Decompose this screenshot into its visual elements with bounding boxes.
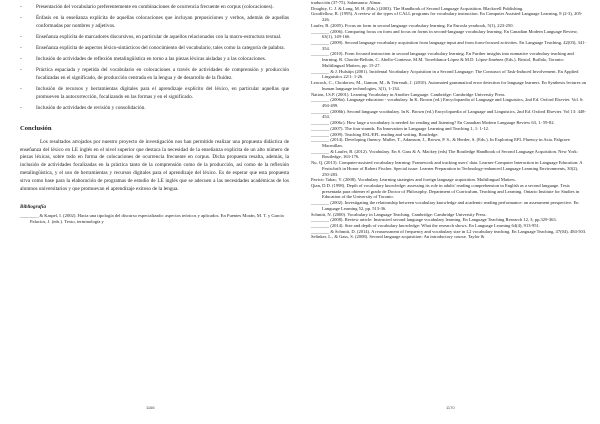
reference-entry: ________ (2006). Comparing focus on form and focus on forms in second-language vocabulary learning. En Canadian Modern Language Review, 63(1), 149-166. <box>311 28 578 40</box>
reference-entry: ________ (2007). The four strands. En Innovation in Language Learning and Teaching 1, 1: 1-12. <box>311 125 490 131</box>
reference-entry: ________ & J. Hulstijn (2001). Incidental Vocabulary Acquisition in a Second Language: The Construct of Task-Induced Involvement. En Applied Linguistics 22/1: 1-26. <box>311 68 579 80</box>
list-item-text: Enseñanza explícita de marcadores discursivos, en particular de aquellos relacionados con la macro-estructura textual. <box>36 33 282 40</box>
recommendation-list <box>20 4 289 113</box>
bibliography-entry: ________ & Kaspel, I. (2002). Hacia una tipología del discurso especializado: aspectos teóricos y aplicados. En Fuentes Morán, M. T. y García Palacios, J. (eds.). Texto, terminología y <box>20 212 284 224</box>
reference-entry: ________ (2008). Review article: Instructed second language vocabulary learning. En Language Teaching Research 12, 3; pp.329-363. <box>311 217 557 223</box>
list-item-text: Énfasis en la enseñanza explícita de aquellas colocaciones que incluyan preposiciones y verbos, además de aquellas conformadas por nombres y adjetivos. <box>36 15 289 29</box>
bullet-dash: - <box>20 55 22 62</box>
bullet-dash: - <box>20 66 22 73</box>
left-column <box>20 4 289 225</box>
reference-entry: Doughty, C. J. & Long, M. H. (Eds.) (2003). The Handbook of Second Language Acquisition. Blackwell Publishing. <box>311 5 524 11</box>
reference-entry: Leacock, C., Chodorow, M., Gamon, M., & Tetreault, J. (2010). Automated grammatical error detection for language learners. En Synthesis lectures on human language technologies, 3(1), 1-134. <box>311 80 587 91</box>
reference-entry: Nation, I.S.P. (2001). Learning Vocabulary in Another Language. Cambridge: Cambridge University Press. <box>311 91 506 97</box>
list-item-text: Práctica espaciada y repetida del vocabulario en colocaciones a través de actividades de comprensión y producción focalizadas en el significado, de producción centrada en la lengua y de desarrollo de la fluidez. <box>36 66 289 81</box>
bullet-dash: - <box>20 104 22 111</box>
reference-entry: Laufer, B. (2005). Focus on form in second language vocabulary learning. En Eurosla yearbook, 5(1), 223-250. <box>311 22 514 28</box>
bullet-dash: - <box>20 15 22 21</box>
bibliography-heading: Bibliografía <box>20 203 46 210</box>
reference-entry: Schmitt, N. (2000). Vocabulary in Language Teaching. Cambridge: Cambridge University Press. <box>311 211 487 217</box>
reference-entry: ________ (2009). Second language vocabulary acquisition from language input and from form-focused activities. En Language Teaching, 42(03), 341-354. <box>311 40 586 51</box>
reference-entry: ________ (2002). Investigating the relationship between vocabulary knowledge and academic reading performance: an assessment perspective. En Language Learning 52, pp. 513-36. <box>311 200 579 211</box>
list-item <box>20 86 289 102</box>
reference-entry: ________ (2006c). How large a vocabulary is needed for reading and listening? En Canadian Modern Language Review 63, 1: 59-82. <box>311 120 555 126</box>
bullet-dash: - <box>20 4 22 10</box>
list-item-text: Inclusión de recursos y herramientas digitales para el aprendizaje explícito del léxico, en particular aquellas que promueven la autocorrección, focalizando en las formas y en el significado. <box>36 85 289 100</box>
list-item-text: Enseñanza explícita de aspectos léxico-sintácticos del conocimiento del vocabulario, tales como la categoría de palabra. <box>36 44 285 51</box>
reference-entry: ________ (2010). Form focused instruction in second language vocabulary learning. En Further insights into nonnative vocabulary teaching and learning. R. Chacón-Beltrán, C. Abello-Contesse, M.M. Torreblanca-López & M.D. López-Jiménez (Eds.). Bristol, Buffalo, Toronto: Multilingual Matters, pp. 15-27. <box>311 51 574 68</box>
reference-entry: Selinker, L., & Gass, S. (2008). Second language acquisition: An introductory course. Taylor & <box>311 234 485 240</box>
bullet-dash: - <box>20 33 22 40</box>
reference-entry: ________ (2014). Developing fluency. Muller, T., Adamson, J., Brown, P. S., & Herder, S. (Eds.). In Exploring EFL Fluency in Asia. Palgrave Macmillan. <box>311 137 570 148</box>
list-item <box>20 45 289 53</box>
list-item-text: Inclusión de actividades de reflexión metalingüística en torno a las piezas léxicas aisladas y a las colocaciones. <box>36 55 267 62</box>
bullet-dash: - <box>20 44 22 51</box>
reference-entry: Qian, D.D. (1998). Depth of vocabulary knowledge: assessing its role in adults' reading comprehension in English as a second language. Tesis presentada para obtener el grado de Doctor of Philosophy, Department of Curriculum, Teaching and Learning. Ontario Institute for Studies in Education of the University of Toronto. <box>311 183 580 200</box>
reference-entry: ________ (2006a). Language education - vocabulary. In K. Brown (ed.) Encyclopaedia of Language and Linguistics, 2nd Ed. Oxford Elsevier. Vol. 6: 494-499. <box>311 97 584 108</box>
page-number-right: 1170 <box>446 405 455 410</box>
reference-entry: ________ (2014). Size and depth of vocabulary knowledge: What the research shows. En Language Learning 64(4), 913-951. <box>311 223 540 229</box>
list-item <box>20 15 289 31</box>
list-item <box>20 4 289 12</box>
reference-entry: ________ & Schmitt, D. (2014). A reassessment of frequency and vocabulary size in L2 vocabulary teaching. En Language Teaching, 47(04), 484-503. <box>311 228 587 234</box>
reference-entry: Goodfellow, R. (1995). A review of the types of CALL programs for vocabulary instruction. En Computer Assisted Language Learning, 8 (2-3), 205-226. <box>311 11 583 23</box>
list-item <box>20 56 289 64</box>
reference-entry: ________ (2009). Teaching ESL/EFL reading and writing. Routledge. <box>311 131 439 137</box>
page-number-left: 1166 <box>146 405 155 410</box>
reference-entry: ________ (2006b). Second language vocabulary. In K. Brown (ed.) Encyclopaedia of Language and Linguistics, 2nd Ed. Oxford Elsevier. Vol 13: 448-454. <box>311 108 586 120</box>
bibliography-list <box>20 213 289 225</box>
reference-entry: Pavicic Takac, V. (2008). Vocabulary Learning strategies and foreign language acquisition. Multilingual Matters. <box>311 177 516 183</box>
conclusion-heading: Conclusión <box>20 125 52 133</box>
reference-entry: Nu, Q. (2013). Computer-assisted vocabulary learning: Framework and tracking users' data. Learner-Computer Interaction in Language Education: A Festschrift in Honor of Robert Fischer. Special issue: Learner Preparation in Technology-enhanced Language Learning Environments, 30(2), 250-283. <box>311 160 583 177</box>
conclusion-paragraph: Los resultados arrojados por nuestro proyecto de investigación nos han permitido realizar una propuesta didáctica de enseñanza del léxico en LE inglés en el nivel superior que destaca la necesidad de la enseñanza explícita de un alto número de piezas léxicas, sobre todo en forma de colocaciones de ocurrencia frecuente en corpus. Dicha propuesta resalta, además, la inclusión de actividades focalizadas en la práctica tanto de la comprensión como de la producción, así como de la reflexión metalingüística, y el uso de herramientas y recursos digitales para el aprendizaje del léxico. Es de esperar que esta propuesta sirva como base para la elaboración de programas de estudio de LE inglés que se adecuen a las necesidades académicas de los alumnos universitarios y que promuevan el aprendizaje exitoso de la lengua. <box>20 138 289 193</box>
reference-list <box>311 0 587 240</box>
list-item <box>20 67 289 83</box>
reference-entry: ________ & Laufer, B. (2012). Vocabulary. En S. Gass & A. Mackey (eds) The Routledge Handbook of Second Language Acquisition. New York: Routledge, 163-176. <box>311 148 578 160</box>
list-item <box>20 34 289 42</box>
list-item <box>20 105 289 113</box>
list-item-text: Inclusión de actividades de revisión y consolidación. <box>36 104 146 111</box>
bullet-dash: - <box>20 85 22 92</box>
list-item-text: Presentación del vocabulario preferentemente en combinaciones de ocurrencia frecuente en corpus (colocaciones). <box>36 4 274 10</box>
right-column <box>311 0 587 240</box>
reference-entry: traducción (37-75). Salamanca: Almar. <box>311 0 382 5</box>
